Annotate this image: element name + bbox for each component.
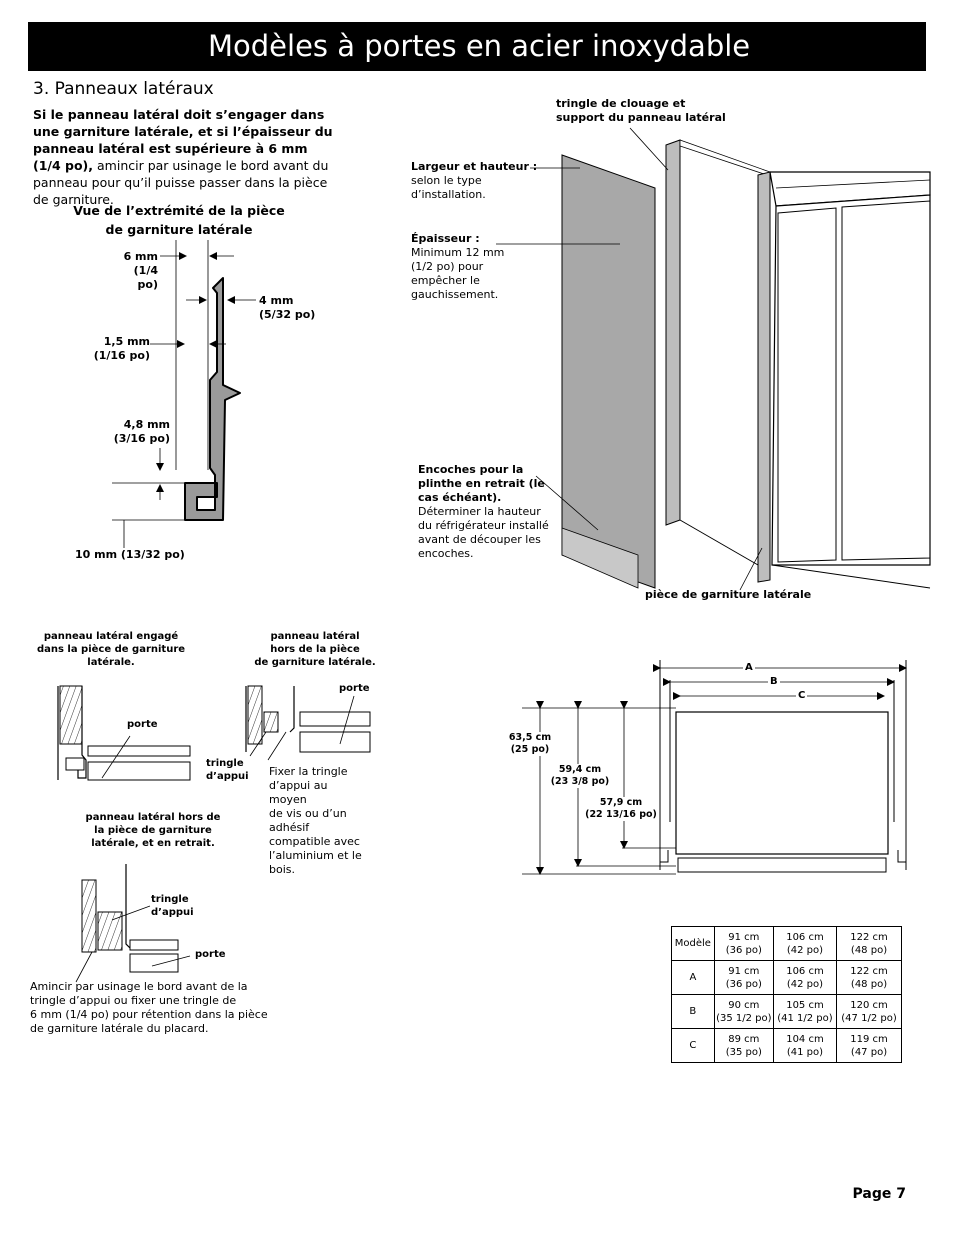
detail-recessed-note-line2: tringle d’appui ou fixer une tringle de (30, 994, 237, 1007)
table-cell: 89 cm (35 po) (714, 1029, 773, 1063)
thickness-line4: gauchissement. (411, 288, 499, 301)
dim-height-1-cm: 63,5 cm (508, 732, 552, 743)
notch-line5: du réfrigérateur installé (418, 519, 549, 532)
page-number: Page 7 (852, 1186, 906, 1202)
table-cell: B (672, 995, 715, 1029)
detail-recessed-strip-label (151, 893, 194, 919)
dim-b-label: B (770, 676, 778, 687)
detail-out-strip-label (206, 757, 249, 783)
dim-height-2-cm: 59,4 cm (558, 764, 602, 775)
dim-48mm: 4,8 mm (123, 418, 170, 431)
detail-engaged-drawing (58, 686, 190, 780)
detail-out-note-line3: moyen (269, 793, 307, 806)
detail-out-note-line7: l’aluminium et le (269, 849, 362, 862)
detail-out-drawing (246, 686, 370, 760)
profile-title-line2: de garniture latérale (105, 222, 253, 237)
table-cell: 90 cm (35 1/2 po) (714, 995, 773, 1029)
size-note-line1: selon le type (411, 174, 482, 187)
table-cell: 122 cm (48 po) (837, 961, 902, 995)
nailing-strip-line2: support du panneau latéral (556, 111, 726, 124)
notch-line6: avant de découper les (418, 533, 541, 546)
table-cell: 119 cm (47 po) (837, 1029, 902, 1063)
detail-recessed-note (30, 980, 268, 1036)
intro-rest: amincir par usinage le bord avant du panneau pour qu’il puisse passer dans la pièce de garniture. (33, 158, 329, 207)
table-cell: 120 cm (47 1/2 po) (837, 995, 902, 1029)
dim-4mm-po: (5/32 po) (259, 308, 316, 321)
section-title: 3. Panneaux latéraux (33, 79, 214, 99)
dim-4mm: 4 mm (259, 294, 294, 307)
dim-6mm-po: (1/4 po) (133, 264, 158, 291)
detail-out-strip-line1: tringle (206, 758, 244, 769)
notch-line2: plinthe en retrait (le (418, 477, 545, 490)
dim-c-label: C (798, 690, 806, 701)
detail-recessed-note-line4: de garniture latérale du placard. (30, 1022, 209, 1035)
detail-out-note-line4: de vis ou d’un (269, 807, 347, 820)
table-cell: 91 cm (36 po) (714, 927, 773, 961)
detail-out-door-label: porte (339, 683, 370, 694)
detail-engaged-line2: dans la pièce de garniture (36, 644, 186, 655)
size-note-line2: d’installation. (411, 188, 486, 201)
detail-recessed-line2: la pièce de garniture (94, 825, 212, 836)
dim-height-1-po: (25 po) (510, 744, 550, 755)
detail-engaged-caption (26, 630, 196, 669)
table-cell: A (672, 961, 715, 995)
dim-6mm: 6 mm (123, 250, 158, 263)
table-row (672, 995, 902, 1029)
dim-48mm-label (110, 418, 170, 446)
dim-height-1 (504, 732, 556, 756)
detail-out-note-line1: Fixer la tringle (269, 765, 348, 778)
thickness-note (411, 232, 504, 302)
detail-recessed-door-label: porte (195, 949, 226, 960)
page-title: Modèles à portes en acier inoxydable (208, 29, 751, 63)
detail-out-line3: de garniture latérale. (254, 657, 376, 668)
detail-recessed-note-line3: 6 mm (1/4 po) pour rétention dans la pièce (30, 1008, 268, 1021)
notch-line3: cas échéant). (418, 491, 502, 504)
detail-out-strip-line2: d’appui (206, 771, 249, 782)
detail-out-line2: hors de la pièce (270, 644, 360, 655)
detail-out-note-line5: adhésif (269, 821, 310, 834)
notch-note (418, 463, 549, 561)
table-cell: 104 cm (41 po) (773, 1029, 836, 1063)
table-cell: 105 cm (41 1/2 po) (773, 995, 836, 1029)
nailing-strip-label (556, 97, 726, 125)
trim-piece-label: pièce de garniture latérale (645, 588, 812, 601)
nailing-strip-line1: tringle de clouage et (556, 97, 686, 110)
thickness-title: Épaisseur : (411, 232, 480, 245)
detail-recessed-line3: latérale, et en retrait. (91, 838, 215, 849)
detail-recessed-caption (72, 811, 234, 850)
table-cell: 106 cm (42 po) (773, 927, 836, 961)
detail-out-note-line8: bois. (269, 863, 295, 876)
profile-title (66, 201, 292, 239)
dim-15mm-po: (1/16 po) (93, 349, 150, 362)
detail-engaged-line1: panneau latéral engagé (43, 631, 179, 642)
detail-out-line1: panneau latéral (270, 631, 360, 642)
detail-out-caption (230, 630, 400, 669)
dim-height-2-po: (23 3/8 po) (550, 776, 610, 787)
dim-15mm-label (92, 335, 150, 363)
table-row (672, 927, 902, 961)
detail-engaged-door-label: porte (127, 719, 158, 730)
dim-15mm: 1,5 mm (103, 335, 150, 348)
detail-recessed-note-line1: Amincir par usinage le bord avant de la (30, 980, 248, 993)
dim-height-3 (584, 797, 658, 821)
dim-height-3-po: (22 13/16 po) (585, 809, 657, 820)
dim-48mm-po: (3/16 po) (113, 432, 170, 445)
detail-out-note-line2: d’appui au (269, 779, 328, 792)
dim-4mm-label (259, 294, 315, 322)
dim-6mm-label (110, 250, 158, 292)
dim-height-3-cm: 57,9 cm (599, 797, 643, 808)
table-cell: 122 cm (48 po) (837, 927, 902, 961)
size-note-title: Largeur et hauteur : (411, 160, 538, 173)
dim-a-label: A (745, 662, 753, 673)
profile-title-line1: Vue de l’extrémité de la pièce (73, 203, 285, 218)
thickness-line2: (1/2 po) pour (411, 260, 484, 273)
notch-line4: Déterminer la hauteur (418, 505, 541, 518)
table-row (672, 961, 902, 995)
thickness-line3: empêcher le (411, 274, 480, 287)
detail-recessed-strip-line1: tringle (151, 894, 189, 905)
detail-out-note (269, 765, 362, 877)
table-row (672, 1029, 902, 1063)
table-cell: 106 cm (42 po) (773, 961, 836, 995)
notch-line7: encoches. (418, 547, 474, 560)
detail-recessed-strip-line2: d’appui (151, 907, 194, 918)
thickness-line1: Minimum 12 mm (411, 246, 505, 259)
detail-recessed-line1: panneau latéral hors de (85, 812, 221, 823)
dim-10mm: 10 mm (13/32 po) (75, 548, 185, 561)
dimensions-table (671, 926, 902, 1063)
detail-recessed-drawing (76, 864, 190, 982)
intro-bold: Si le panneau latéral doit s’engager dans une garniture latérale, et si l’épaisseur du panneau latéral est supérieure à 6 mm (1/4 po), (33, 107, 333, 173)
table-cell: Modèle (672, 927, 715, 961)
detail-engaged-line3: latérale. (87, 657, 135, 668)
detail-out-note-line6: compatible avec (269, 835, 360, 848)
refrigerator-drawing (496, 128, 930, 590)
notch-line1: Encoches pour la (418, 463, 524, 476)
size-note (411, 160, 537, 202)
dim-height-2 (548, 764, 612, 788)
table-cell: 91 cm (36 po) (714, 961, 773, 995)
table-cell: C (672, 1029, 715, 1063)
